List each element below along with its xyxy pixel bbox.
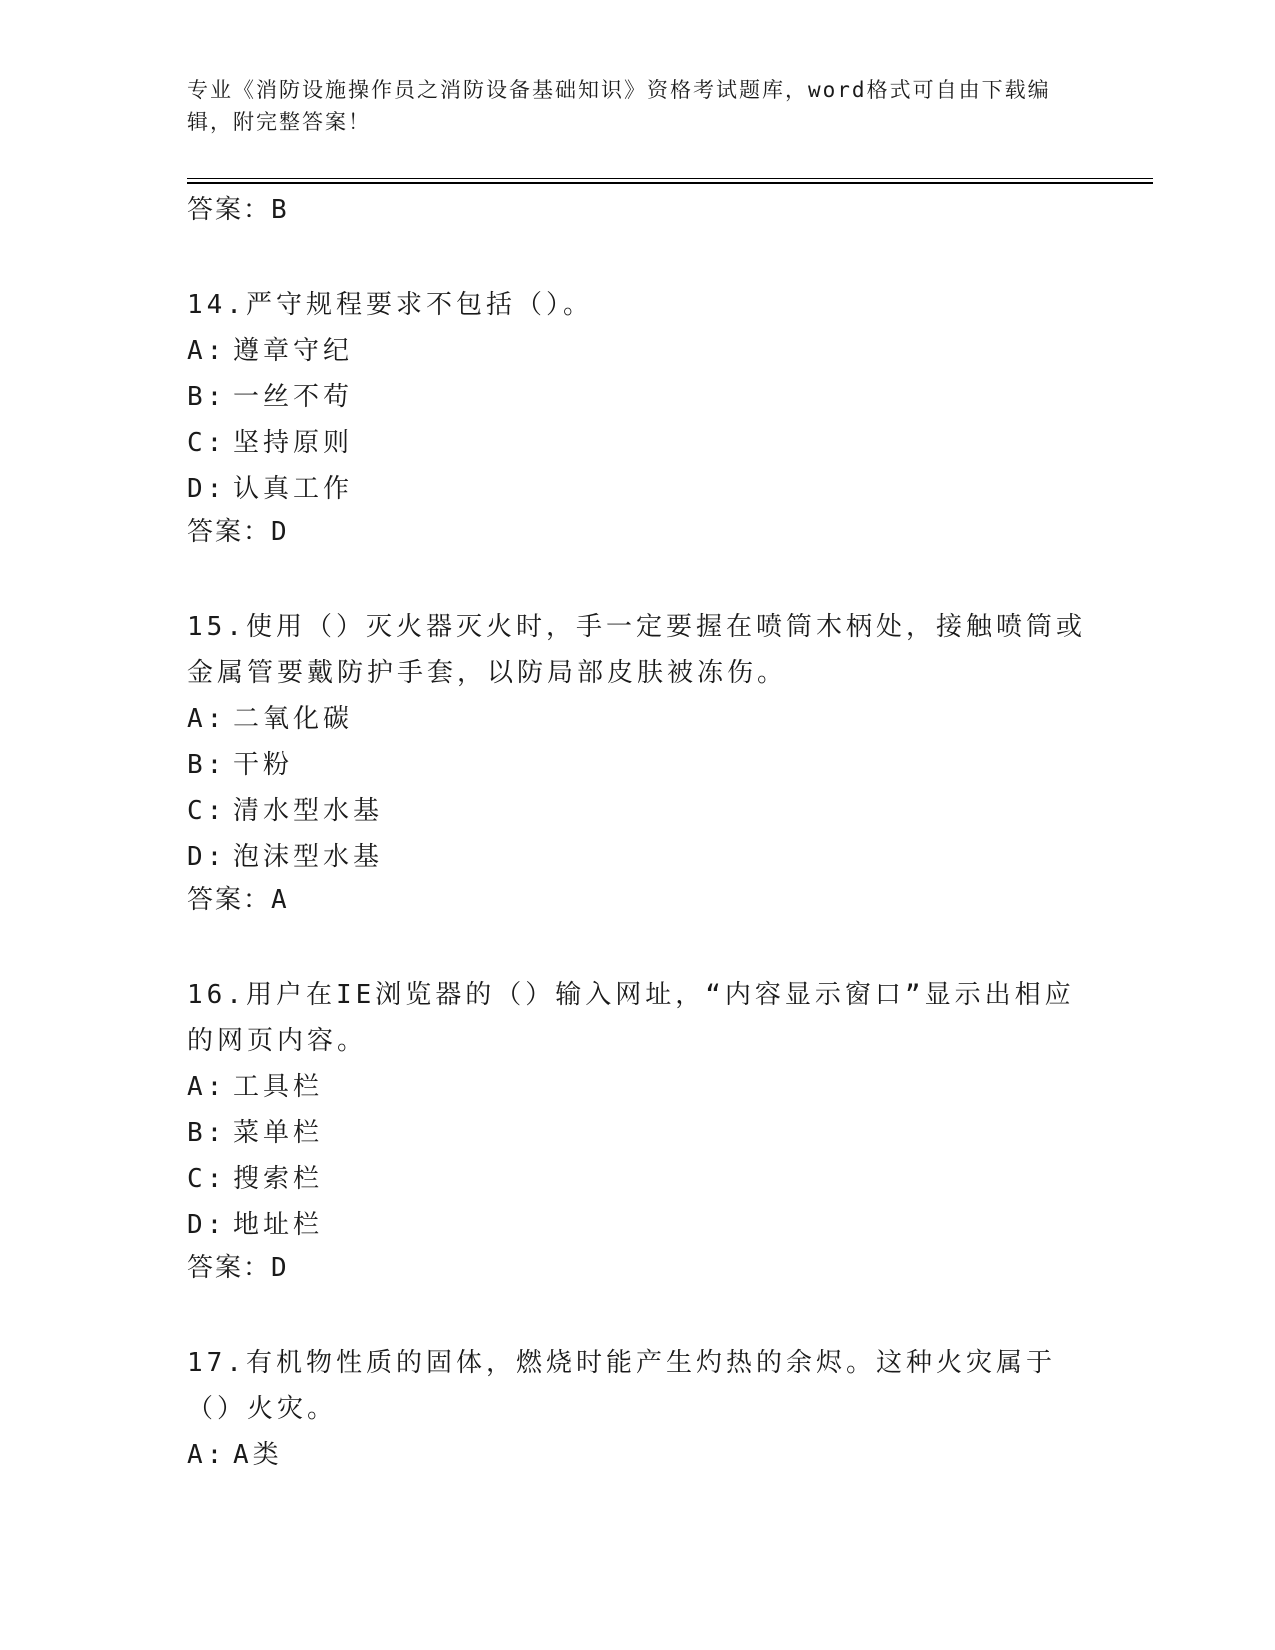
option-b: [187, 374, 1087, 420]
question-14: [187, 282, 1087, 552]
option-b: [187, 742, 1087, 788]
page-header: 专业《消防设施操作员之消防设备基础知识》资格考试题库，word格式可自由下载编辑，附完整答案！: [187, 78, 1051, 134]
option-label: D:: [187, 842, 227, 872]
answer-line: 答案：A: [187, 885, 289, 915]
header-rule-thin: [187, 178, 1153, 179]
option-text: 坚持原则: [233, 428, 354, 458]
header-rule-thick: [187, 182, 1153, 184]
option-label: B:: [187, 750, 227, 780]
option-d: [187, 1202, 1087, 1248]
option-text: 遵章守纪: [233, 336, 354, 366]
option-label: A:: [187, 704, 227, 734]
option-a: [187, 328, 1087, 374]
option-text: 二氧化碳: [233, 704, 354, 734]
question-text: 15.使用（）灭火器灭火时，手一定要握在喷筒木柄处，接触喷筒或金属管要戴防护手套，以防局部皮肤被冻伤。: [187, 612, 1086, 688]
option-label: B:: [187, 1118, 227, 1148]
option-text: 工具栏: [233, 1072, 324, 1102]
option-b: [187, 1110, 1087, 1156]
option-text: 地址栏: [233, 1210, 324, 1240]
option-label: B:: [187, 382, 227, 412]
option-label: D:: [187, 1210, 227, 1240]
option-label: A:: [187, 1440, 227, 1470]
option-c: [187, 420, 1087, 466]
question-15: [187, 604, 1087, 920]
option-d: [187, 834, 1087, 880]
option-text: 搜索栏: [233, 1164, 324, 1194]
question-17: [187, 1340, 1087, 1478]
option-label: A:: [187, 336, 227, 366]
question-text: 17.有机物性质的固体，燃烧时能产生灼热的余烬。这种火灾属于（）火灾。: [187, 1348, 1056, 1424]
option-label: C:: [187, 1164, 227, 1194]
answer-line: 答案：D: [187, 1253, 289, 1283]
option-d: [187, 466, 1087, 512]
option-text: 一丝不苟: [233, 382, 354, 412]
option-text: 认真工作: [233, 474, 354, 504]
option-label: D:: [187, 474, 227, 504]
question-list: [187, 190, 1087, 1478]
option-text: 菜单栏: [233, 1118, 324, 1148]
answer-line: 答案：D: [187, 517, 289, 547]
option-c: [187, 1156, 1087, 1202]
question-16: [187, 972, 1087, 1288]
option-c: [187, 788, 1087, 834]
option-text: A类: [233, 1440, 283, 1470]
option-label: C:: [187, 796, 227, 826]
option-a: [187, 1432, 1087, 1478]
option-label: A:: [187, 1072, 227, 1102]
option-text: 清水型水基: [233, 796, 384, 826]
question-text: 14.严守规程要求不包括（）。: [187, 290, 593, 320]
option-text: 干粉: [233, 750, 294, 780]
option-a: [187, 1064, 1087, 1110]
option-a: [187, 696, 1087, 742]
option-label: C:: [187, 428, 227, 458]
answer-line: 答案：B: [187, 195, 289, 225]
question-text: 16.用户在IE浏览器的（）输入网址，“内容显示窗口”显示出相应的网页内容。: [187, 980, 1075, 1056]
option-text: 泡沫型水基: [233, 842, 384, 872]
